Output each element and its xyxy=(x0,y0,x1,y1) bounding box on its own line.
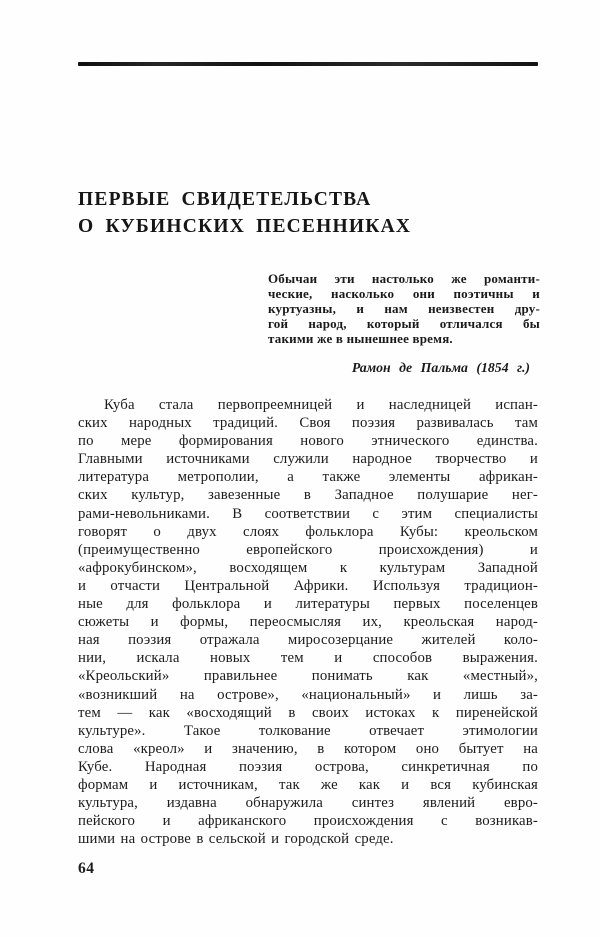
text-line: «Креольский» правильнее понимать как «местный», xyxy=(78,668,538,685)
text-line: ные для фольклора и литературы первых поселенцев xyxy=(78,596,538,613)
body-paragraph xyxy=(78,396,538,848)
chapter-title xyxy=(78,186,548,240)
text-line: культура, издавна обнаружила синтез явлений евро- xyxy=(78,795,538,812)
text-line: (преимущественно европейского происхождения) и xyxy=(78,541,538,558)
text-line: тем — как «восходящий в своих истоках к пиренейской xyxy=(78,704,538,721)
epigraph-block xyxy=(268,272,540,347)
chapter-divider-rule xyxy=(78,62,538,66)
text-line: Куба стала первопреемницей и наследницей испан- xyxy=(104,397,538,413)
text-line: и отчасти Центральной Африки. Используя традицион- xyxy=(78,577,538,594)
text-line: «афрокубинском», восходящем к культурам Западной xyxy=(78,559,538,576)
text-line: «возникший на острове», «национальный» и лишь за- xyxy=(78,686,538,703)
text-line: нии, искала новых тем и способов выражения. xyxy=(78,650,538,667)
text-line: рами-невольниками. В соответствии с этим специалисты xyxy=(78,505,538,522)
text-line: гой народ, который отличался бы xyxy=(268,315,540,331)
text-line: шими на острове в сельской и городской среде. xyxy=(78,831,394,848)
text-line: ная поэзия отражала миросозерцание жителей коло- xyxy=(78,632,538,649)
text-line: литература метрополии, а также элементы африкан- xyxy=(78,469,538,486)
text-line: по мере формирования нового этнического единства. xyxy=(78,433,538,450)
text-line: слова «креол» и значению, в котором оно бытует на xyxy=(78,740,538,757)
text-line: такими же в нынешнее время. xyxy=(268,330,453,346)
chapter-title-line-1: ПЕРВЫЕ СВИДЕТЕЛЬСТВА xyxy=(78,189,372,210)
text-line: сюжеты и формы, переосмысляя их, креольская народ- xyxy=(78,614,538,631)
text-line: пейского и африканского происхождения с возникав- xyxy=(78,813,538,830)
text-line: культуре». Такое толкование отвечает этимологии xyxy=(78,722,538,739)
text-line: Обычаи эти настолько же романти- xyxy=(268,271,540,286)
page-number: 64 xyxy=(78,860,95,877)
text-line: ских народных традиций. Своя поэзия развивалась там xyxy=(78,415,538,432)
text-line: ских культур, завезенные в Западное полушарие нег- xyxy=(78,487,538,504)
epigraph-attribution: Рамон де Пальма (1854 г.) xyxy=(351,360,530,375)
text-line: куртуазны, и нам неизвестен дру- xyxy=(268,300,540,316)
text-line: формам и источникам, так же как и вся кубинская xyxy=(78,776,538,793)
text-line: говорят о двух слоях фольклора Кубы: креольском xyxy=(78,523,538,540)
chapter-title-line-2: О КУБИНСКИХ ПЕСЕННИКАХ xyxy=(78,216,412,237)
text-line: ческие, насколько они поэтичны и xyxy=(268,285,540,301)
text-line: Кубе. Народная поэзия острова, синкретичная по xyxy=(78,758,538,775)
text-line: Главными источниками служили народное творчество и xyxy=(78,451,538,468)
